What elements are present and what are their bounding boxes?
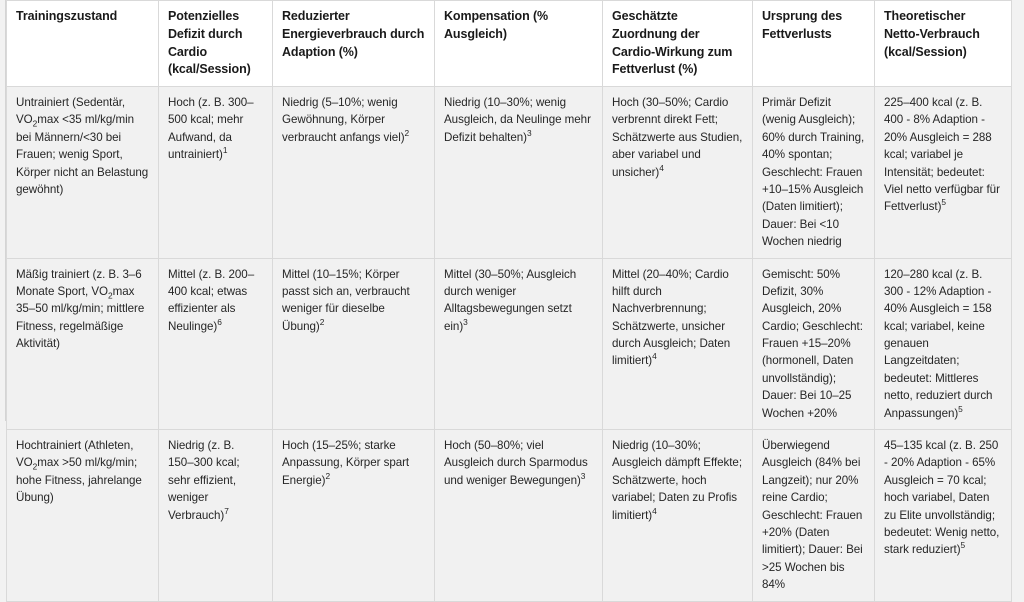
cell-adaption [273, 430, 435, 602]
cell-text: Hochtrainiert (Athleten, $VO_2\max >50$ ml/kg/min; hohe Fitness, jahrelange Übung) [16, 439, 142, 505]
cell-defizit [159, 430, 273, 602]
cell-text: Mittel (20–40%; Cardio hilft durch Nachverbrennung; Schätzwerte, unsicher durch Ausgleich; Daten limitiert)$^4$ [612, 267, 731, 368]
cell-text: Gemischt: 50% Defizit, 30% Ausgleich, 20% Cardio; Geschlecht: Frauen +15–20% (hormonell, Daten unvollständig); Dauer: Bei 10–25 Wochen +20% [762, 267, 863, 420]
header-text: Potenzielles Defizit durch Cardio (kcal/Session) [168, 9, 251, 77]
cell-kompensation [435, 87, 603, 259]
cell-text: Primär Defizit (wenig Ausgleich); 60% durch Training, 40% spontan; Geschlecht: Frauen +10–15% Ausgleich (Daten limitiert); Dauer: Bei <10 Wochen niedrig [762, 96, 865, 249]
cell-adaption [273, 87, 435, 259]
header-text: Kompensation (% Ausgleich) [444, 9, 549, 41]
cell-text: Mäßig trainiert (z. B. 3–6 Monate Sport, $VO_2\max$ 35–50 ml/kg/min; mittlere Fitness, regelmäßige Aktivität) [16, 267, 145, 351]
cell-netto [875, 258, 1012, 430]
cell-text: Mittel (30–50%; Ausgleich durch weniger Alltagsbewegungen setzt ein)$^3$ [444, 267, 577, 333]
cell-text: Niedrig (10–30%; Ausgleich dämpft Effekte; Schätzwerte, hoch variabel; Daten zu Profis limitiert)$^4$ [612, 439, 743, 522]
table-row [7, 258, 1012, 430]
cell-text: Mittel (10–15%; Körper passt sich an, verbraucht weniger für dieselbe Übung)$^2$ [282, 267, 410, 333]
column-header-potenzielles-defizit [159, 1, 273, 87]
cell-netto [875, 430, 1012, 602]
cell-ursprung [753, 87, 875, 259]
cell-trainingszustand [7, 87, 159, 259]
cell-netto [875, 87, 1012, 259]
cell-text: 120–280 kcal (z. B. 300 - 12% Adaption - 40% Ausgleich = 158 kcal; variabel, keine genauen Langzeitdaten; bedeutet: Mittleres netto, reduziert durch Anpassungen)$^5$ [884, 267, 993, 420]
cell-text: Mittel (z. B. 200–400 kcal; etwas effizienter als Neulinge)$^6$ [168, 267, 255, 333]
cell-zuordnung [603, 258, 753, 430]
column-header-kompensation [435, 1, 603, 87]
column-header-trainingszustand [7, 1, 159, 87]
cell-text: Hoch (z. B. 300–500 kcal; mehr Aufwand, da untrainiert)$^1$ [168, 96, 254, 162]
cell-ursprung [753, 258, 875, 430]
table-row [7, 430, 1012, 602]
cell-text: Untrainiert (Sedentär, $VO_2\max <35$ ml/kg/min bei Männern/<30 bei Frauen; wenig Sport, Körper nicht an Belastung gewöhnt) [16, 96, 149, 196]
header-text: Geschätzte Zuordnung der Cardio-Wirkung zum Fettverlust (%) [612, 9, 733, 77]
cell-adaption [273, 258, 435, 430]
cell-text: Hoch (30–50%; Cardio verbrennt direkt Fett; Schätzwerte aus Studien, aber variabel und unsicher)$^4$ [612, 96, 743, 179]
header-text: Theoretischer Netto-Verbrauch (kcal/Session) [884, 9, 980, 59]
cell-kompensation [435, 430, 603, 602]
table-header [7, 1, 1012, 87]
cell-text: 45–135 kcal (z. B. 250 - 20% Adaption - 65% Ausgleich = 70 kcal; hoch variabel, Daten zu Elite unvollständig; bedeutet: Wenig netto, stark reduziert)$^5$ [884, 439, 1000, 557]
cell-kompensation [435, 258, 603, 430]
table-body [7, 87, 1012, 602]
cell-defizit [159, 87, 273, 259]
table-row [7, 87, 1012, 259]
cell-zuordnung [603, 87, 753, 259]
cell-text: Niedrig (z. B. 150–300 kcal; sehr effizient, weniger Verbrauch)$^7$ [168, 439, 240, 522]
cell-text: Hoch (15–25%; starke Anpassung, Körper spart Energie)$^2$ [282, 439, 410, 487]
cell-text: Niedrig (5–10%; wenig Gewöhnung, Körper verbraucht anfangs viel)$^2$ [282, 96, 410, 144]
cell-trainingszustand [7, 258, 159, 430]
header-text: Trainingszustand [16, 9, 118, 23]
header-text: Reduzierter Energieverbrauch durch Adaption (%) [282, 9, 425, 59]
column-header-reduzierter-energieverbrauch [273, 1, 435, 87]
cell-text: 225–400 kcal (z. B. 400 - 8% Adaption - 20% Ausgleich = 288 kcal; variabel je Intensität; bedeutet: Viel netto verfügbar für Fettverlust)$^5$ [884, 96, 1000, 214]
column-header-ursprung-fettverlust [753, 1, 875, 87]
header-text: Ursprung des Fettverlusts [762, 9, 843, 41]
cell-ursprung [753, 430, 875, 602]
table-header-row [7, 1, 1012, 87]
cell-text: Niedrig (10–30%; wenig Ausgleich, da Neulinge mehr Defizit behalten)$^3$ [444, 96, 591, 144]
cell-trainingszustand [7, 430, 159, 602]
cell-text: Überwiegend Ausgleich (84% bei Langzeit); nur 20% reine Cardio; Geschlecht: Frauen +20% (Daten limitiert); Dauer: Bei >25 Wochen bis 84% [762, 439, 863, 592]
column-header-geschaetzte-zuordnung [603, 1, 753, 87]
training-state-comparison-table [6, 0, 1012, 602]
training-state-table-container [5, 0, 1012, 592]
column-header-theoretischer-netto-verbrauch [875, 1, 1012, 87]
cell-defizit [159, 258, 273, 430]
cell-text: Hoch (50–80%; viel Ausgleich durch Sparmodus und weniger Bewegungen)$^3$ [444, 439, 588, 487]
cell-zuordnung [603, 430, 753, 602]
